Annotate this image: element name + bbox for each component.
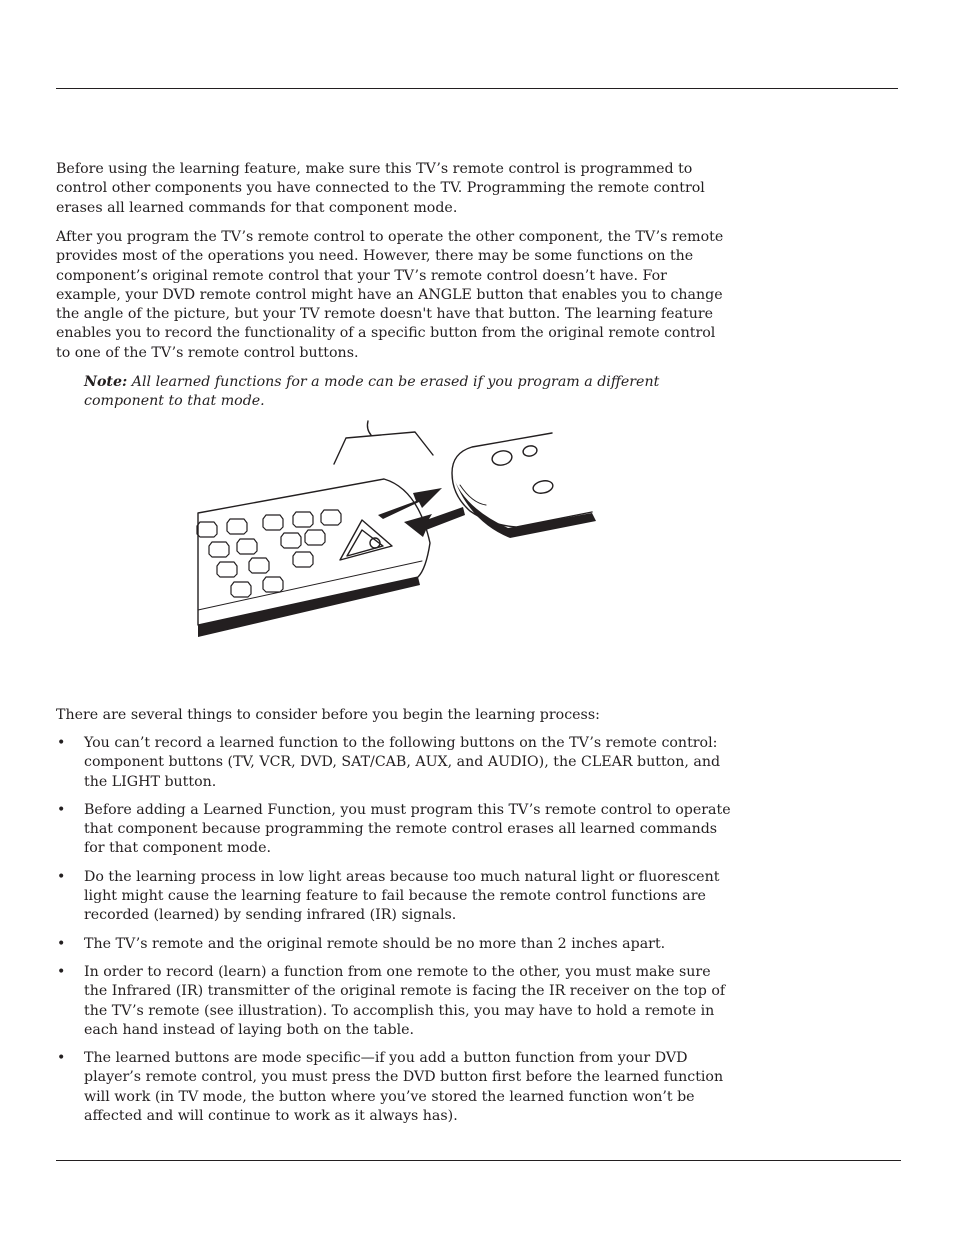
list-item-text: You can’t record a learned function to the following buttons on the TV’s remote control: component buttons (TV, VCR, DVD, SAT/CAB, AUX, and AUDIO), the CLEAR button, and the LIGHT button. — [84, 735, 721, 790]
bullet-marker: • — [57, 1050, 66, 1067]
list-item-text: Do the learning process in low light areas because too much natural light or fluorescent light might cause the learning feature to fail because the remote control functions are recorded (learned) by sending infrared (IR) signals. — [84, 868, 720, 924]
tv-remote-graphic — [197, 479, 430, 637]
ir-callout-bracket — [334, 421, 433, 464]
note-paragraph — [84, 373, 714, 412]
list-item — [56, 734, 732, 792]
original-remote-graphic — [452, 433, 596, 538]
bullet-marker: • — [57, 868, 66, 885]
considerations-list — [56, 734, 732, 1135]
considerations-intro: There are several things to consider before you begin the learning process: — [56, 707, 600, 723]
list-item — [56, 963, 732, 1040]
list-item — [56, 801, 732, 859]
bullet-marker: • — [57, 963, 66, 980]
bullet-marker: • — [57, 801, 66, 818]
list-item — [56, 868, 732, 926]
remote-learning-illustration — [190, 415, 610, 643]
header-rule — [56, 88, 898, 89]
list-item — [56, 935, 732, 954]
intro-paragraph-2: After you program the TV’s remote control to operate the other component, the TV’s remote provides most of the operations you need. However, there may be some functions on the component’s original remote control that your TV’s remote control doesn’t have. For example, your DVD remote control might have an ANGLE button that enables you to change the angle of the picture, but your TV remote doesn't have that button. The learning feature enables you to record the functionality of a specific button from the original remote control to one of the TV’s remote control buttons. — [56, 229, 724, 361]
list-item-text: The learned buttons are mode specific—if you add a button function from your DVD player’s remote control, you must press the DVD button first before the learned function will work (in TV mode, the button where you’ve stored the learned function won’t be affected and will continue to work as it always has). — [84, 1050, 724, 1125]
list-item-text: Before adding a Learned Function, you must program this TV’s remote control to operate that component because programming the remote control erases all learned commands for that component mode. — [84, 801, 731, 857]
note-label: Note: — [84, 374, 128, 390]
list-item — [56, 1049, 732, 1126]
bullet-marker: • — [57, 935, 66, 952]
intro-paragraph-1: Before using the learning feature, make sure this TV’s remote control is programmed to control other components you have connected to the TV. Programming the remote control erases all learned commands for that component mode. — [56, 161, 705, 216]
list-item-text: In order to record (learn) a function from one remote to the other, you must make sure the Infrared (IR) transmitter of the original remote is facing the IR receiver on the top of the TV’s remote (see illustration). To accomplish this, you may have to hold a remote in each hand instead of laying both on the table. — [84, 963, 726, 1038]
bullet-marker: • — [57, 735, 66, 751]
footer-rule — [56, 1160, 901, 1161]
list-item-text: The TV’s remote and the original remote should be no more than 2 inches apart. — [84, 935, 666, 952]
note-text: All learned functions for a mode can be erased if you program a different component to that mode. — [84, 374, 660, 410]
